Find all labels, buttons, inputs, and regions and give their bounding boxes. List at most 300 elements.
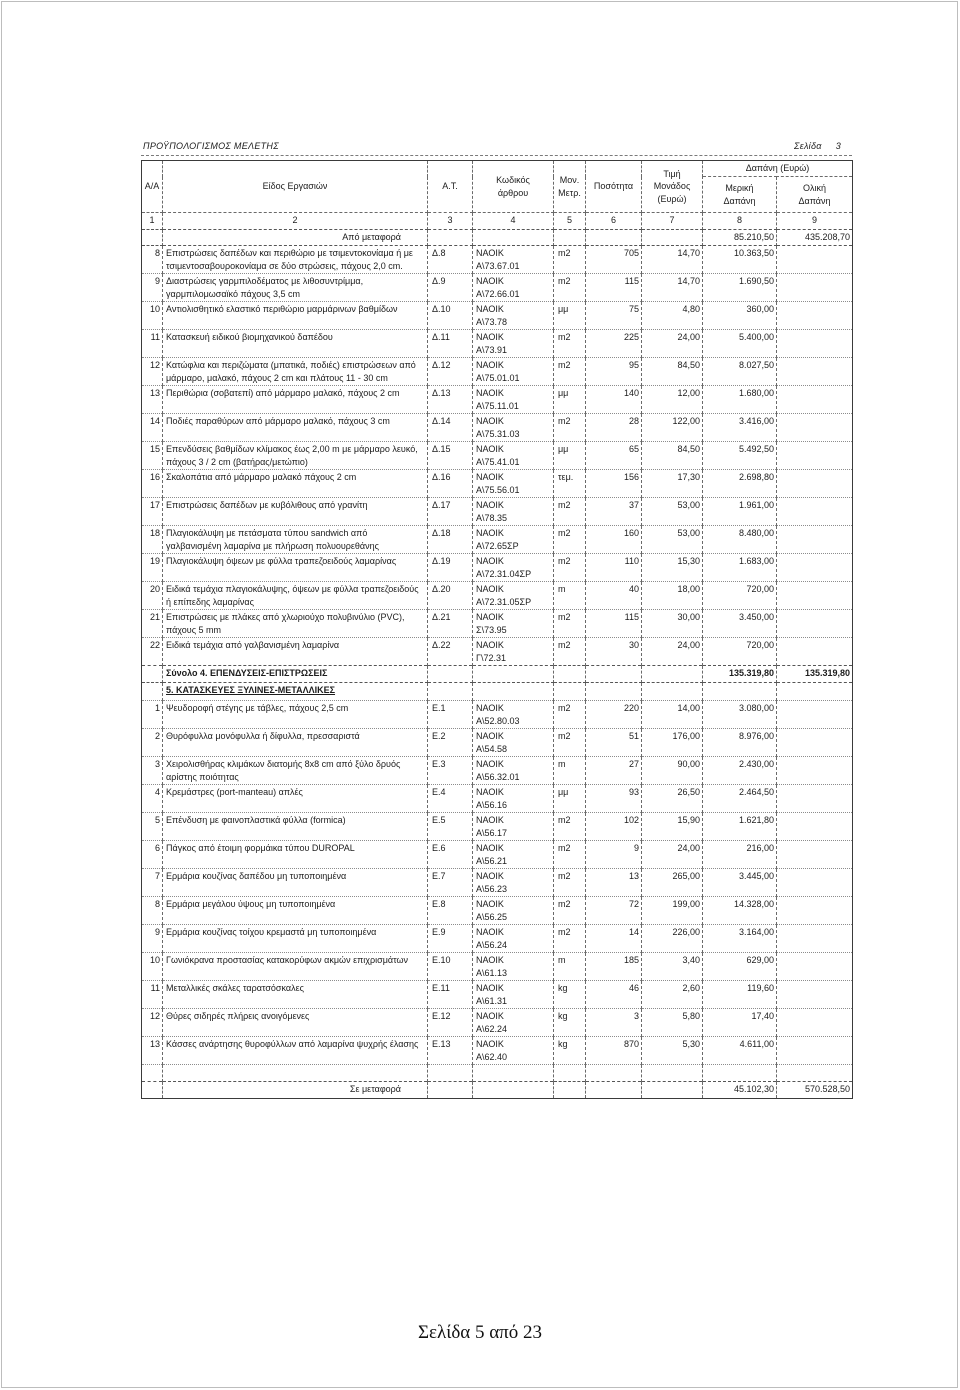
item-number: 14: [142, 414, 163, 442]
section-4-rows: [142, 246, 853, 666]
code-source: ΝΑΟΙΚ: [476, 248, 504, 258]
code-number: Α\62.40: [476, 1051, 508, 1062]
table-row: [142, 414, 853, 442]
item-unit: m2: [554, 358, 586, 386]
page-reference: [794, 141, 841, 151]
item-partial-cost: 8.027,50: [703, 358, 777, 386]
item-unit-price: 5,80: [642, 1009, 703, 1037]
item-total-cost: [777, 813, 853, 841]
table-row: [142, 1009, 853, 1037]
code-source: ΝΑΟΙΚ: [476, 759, 504, 769]
item-at-code: Δ.19: [428, 554, 473, 582]
empty-cell: [142, 683, 163, 701]
item-total-cost: [777, 358, 853, 386]
section-4-total-partial: 135.319,80: [703, 666, 777, 683]
item-article-code: [473, 386, 554, 414]
code-source: ΝΑΟΙΚ: [476, 416, 504, 426]
item-total-cost: [777, 925, 853, 953]
item-unit: μμ: [554, 442, 586, 470]
item-quantity: 185: [586, 953, 642, 981]
item-quantity: 156: [586, 470, 642, 498]
item-at-code: Δ.13: [428, 386, 473, 414]
item-partial-cost: 1.621,80: [703, 813, 777, 841]
item-number: 9: [142, 274, 163, 302]
section-4-total-row: [142, 666, 853, 683]
item-unit-price: 84,50: [642, 358, 703, 386]
item-description: Θύρες σιδηρές πλήρεις ανοιγόμενες: [163, 1009, 428, 1037]
item-unit: m: [554, 582, 586, 610]
item-partial-cost: 3.416,00: [703, 414, 777, 442]
item-number: 11: [142, 981, 163, 1009]
code-number: Α\78.35: [476, 512, 508, 523]
item-number: 9: [142, 925, 163, 953]
item-partial-cost: 8.480,00: [703, 526, 777, 554]
item-number: 16: [142, 470, 163, 498]
item-description: Ποδιές παραθύρων από μάρμαρο μαλακό, πάχους 3 cm: [163, 414, 428, 442]
item-at-code: Δ.16: [428, 470, 473, 498]
table-row: [142, 526, 853, 554]
item-article-code: [473, 813, 554, 841]
item-total-cost: [777, 1009, 853, 1037]
item-total-cost: [777, 582, 853, 610]
item-quantity: 102: [586, 813, 642, 841]
column-numbers-row: [142, 213, 853, 230]
item-quantity: 115: [586, 274, 642, 302]
item-description: Μεταλλικές σκάλες ταρατσόσκαλες: [163, 981, 428, 1009]
item-unit-price: 176,00: [642, 729, 703, 757]
code-number: Α\56.16: [476, 799, 508, 810]
item-quantity: 13: [586, 869, 642, 897]
item-partial-cost: 1.961,00: [703, 498, 777, 526]
empty-cell: [473, 230, 554, 246]
code-number: Α\72.65ΣΡ: [476, 540, 519, 551]
item-quantity: 110: [586, 554, 642, 582]
code-source: ΝΑΟΙΚ: [476, 1011, 504, 1021]
column-number: 6: [586, 213, 642, 230]
item-total-cost: [777, 470, 853, 498]
column-number: 9: [777, 213, 853, 230]
item-total-cost: [777, 757, 853, 785]
code-number: Α\54.58: [476, 743, 508, 754]
code-source: ΝΑΟΙΚ: [476, 388, 504, 398]
item-at-code: Δ.22: [428, 638, 473, 666]
code-number: Α\56.21: [476, 855, 508, 866]
column-number: 5: [554, 213, 586, 230]
table-row: [142, 638, 853, 666]
code-number: Α\75.41.01: [476, 456, 520, 467]
item-unit-price: 90,00: [642, 757, 703, 785]
column-header-aa: Α/Α: [142, 161, 163, 213]
cost-estimate-table: [141, 160, 853, 1099]
item-description: Σκαλοπάτια από μάρμαρο μαλακό πάχους 2 cm: [163, 470, 428, 498]
code-number: Α\62.24: [476, 1023, 508, 1034]
item-partial-cost: 119,60: [703, 981, 777, 1009]
carry-in-partial: 85.210,50: [703, 230, 777, 246]
item-description: Θυρόφυλλα μονόφυλλα ή δίφυλλα, πρεσσαριστά: [163, 729, 428, 757]
item-number: 18: [142, 526, 163, 554]
table-row: [142, 729, 853, 757]
code-number: Α\72.66.01: [476, 288, 520, 299]
item-unit-price: 265,00: [642, 869, 703, 897]
item-article-code: [473, 610, 554, 638]
code-source: ΝΑΟΙΚ: [476, 528, 504, 538]
item-at-code: Ε.3: [428, 757, 473, 785]
item-quantity: 37: [586, 498, 642, 526]
code-number: Α\56.23: [476, 883, 508, 894]
item-article-code: [473, 729, 554, 757]
code-source: ΝΑΟΙΚ: [476, 787, 504, 797]
item-unit: m2: [554, 638, 586, 666]
item-description: Επένδυση με φαινοπλαστικά φύλλα (formica): [163, 813, 428, 841]
item-unit: m2: [554, 701, 586, 729]
column-header-partial-cost: Μερική Δαπάνη: [703, 177, 777, 213]
item-unit: kg: [554, 1037, 586, 1065]
item-partial-cost: 3.164,00: [703, 925, 777, 953]
item-article-code: [473, 498, 554, 526]
table-header: [142, 161, 853, 213]
empty-cell: [642, 666, 703, 683]
item-quantity: 160: [586, 526, 642, 554]
item-description: Ειδικά τεμάχια πλαγιοκάλυψης, όψεων με φύλλα τραπεζοειδούς ή επίπεδης λαμαρίνας: [163, 582, 428, 610]
table-row: [142, 841, 853, 869]
item-total-cost: [777, 386, 853, 414]
item-unit-price: 14,70: [642, 274, 703, 302]
empty-cell: [554, 1082, 586, 1099]
item-number: 8: [142, 897, 163, 925]
item-unit: μμ: [554, 386, 586, 414]
item-quantity: 65: [586, 442, 642, 470]
item-unit: m2: [554, 498, 586, 526]
code-source: ΝΑΟΙΚ: [476, 612, 504, 622]
item-unit-price: 15,30: [642, 554, 703, 582]
item-at-code: Δ.12: [428, 358, 473, 386]
item-quantity: 95: [586, 358, 642, 386]
empty-cell: [473, 666, 554, 683]
code-source: ΝΑΟΙΚ: [476, 955, 504, 965]
table-row: [142, 358, 853, 386]
item-partial-cost: 14.328,00: [703, 897, 777, 925]
item-quantity: 40: [586, 582, 642, 610]
item-unit: m2: [554, 897, 586, 925]
item-unit: m: [554, 757, 586, 785]
item-description: Κρεμάστρες (port-manteau) απλές: [163, 785, 428, 813]
item-total-cost: [777, 414, 853, 442]
item-at-code: Ε.2: [428, 729, 473, 757]
item-total-cost: [777, 785, 853, 813]
empty-cell: [428, 666, 473, 683]
table-row: [142, 869, 853, 897]
code-number: Α\56.17: [476, 827, 508, 838]
item-article-code: [473, 526, 554, 554]
table-row: [142, 470, 853, 498]
item-description: Επενδύσεις βαθμίδων κλίμακος έως 2,00 m με μάρμαρο λευκό, πάχους 3 / 2 cm (βατήρας/μετώπιο): [163, 442, 428, 470]
item-unit: m2: [554, 869, 586, 897]
item-article-code: [473, 841, 554, 869]
item-unit-price: 30,00: [642, 610, 703, 638]
item-description: Διαστρώσεις γαρμπιλοδέματος με λιθοσυντρίμμα, γαρμπιλομωσαϊκό πάχους 3,5 cm: [163, 274, 428, 302]
item-number: 7: [142, 869, 163, 897]
item-number: 4: [142, 785, 163, 813]
item-unit-price: 17,30: [642, 470, 703, 498]
item-unit: μμ: [554, 302, 586, 330]
item-at-code: Δ.9: [428, 274, 473, 302]
column-number: 3: [428, 213, 473, 230]
item-quantity: 27: [586, 757, 642, 785]
item-at-code: Δ.11: [428, 330, 473, 358]
item-unit: m2: [554, 554, 586, 582]
code-source: ΝΑΟΙΚ: [476, 983, 504, 993]
section-4-total-total: 135.319,80: [777, 666, 853, 683]
item-partial-cost: 629,00: [703, 953, 777, 981]
item-unit-price: 12,00: [642, 386, 703, 414]
table-row: [142, 274, 853, 302]
item-article-code: [473, 981, 554, 1009]
item-at-code: Ε.9: [428, 925, 473, 953]
empty-cell: [586, 230, 642, 246]
item-description: Επιστρώσεις με πλάκες από χλωριούχο πολυβινύλιο (PVC), πάχους 5 mm: [163, 610, 428, 638]
item-description: Γωνιόκρανα προστασίας κατακορύφων ακμών επιχρισμάτων: [163, 953, 428, 981]
item-total-cost: [777, 981, 853, 1009]
item-total-cost: [777, 498, 853, 526]
empty-cell: [428, 683, 473, 701]
item-partial-cost: 1.680,00: [703, 386, 777, 414]
empty-cell: [586, 683, 642, 701]
item-total-cost: [777, 302, 853, 330]
section-5-header-row: [142, 683, 853, 701]
item-description: Ειδικά τεμάχια από γαλβανισμένη λαμαρίνα: [163, 638, 428, 666]
item-quantity: 46: [586, 981, 642, 1009]
item-total-cost: [777, 274, 853, 302]
code-source: ΝΑΟΙΚ: [476, 703, 504, 713]
empty-cell: [586, 1082, 642, 1099]
empty-cell: [142, 666, 163, 683]
item-at-code: Ε.1: [428, 701, 473, 729]
code-number: Α\75.56.01: [476, 484, 520, 495]
item-description: Περιθώρια (σοβατεπί) από μάρμαρο μαλακό, πάχους 2 cm: [163, 386, 428, 414]
item-partial-cost: 5.400,00: [703, 330, 777, 358]
table-row: [142, 442, 853, 470]
item-quantity: 3: [586, 1009, 642, 1037]
item-article-code: [473, 330, 554, 358]
item-article-code: [473, 638, 554, 666]
code-number: Α\73.67.01: [476, 260, 520, 271]
item-article-code: [473, 246, 554, 274]
column-number: 2: [163, 213, 428, 230]
page-reference-number: 3: [835, 141, 842, 151]
item-article-code: [473, 358, 554, 386]
item-unit-price: 84,50: [642, 442, 703, 470]
carry-in-row: [142, 230, 853, 246]
item-quantity: 115: [586, 610, 642, 638]
code-source: ΝΑΟΙΚ: [476, 899, 504, 909]
item-quantity: 140: [586, 386, 642, 414]
item-at-code: Ε.10: [428, 953, 473, 981]
empty-cell: [642, 1082, 703, 1099]
item-article-code: [473, 470, 554, 498]
item-partial-cost: 1.683,00: [703, 554, 777, 582]
item-partial-cost: 360,00: [703, 302, 777, 330]
item-description: Ερμάρια μεγάλου ύψους μη τυποποιημένα: [163, 897, 428, 925]
page-reference-label: Σελίδα: [794, 141, 822, 151]
code-source: ΝΑΟΙΚ: [476, 871, 504, 881]
item-description: Κατώφλια και περιζώματα (μπατικά, ποδιές) επιστρώσεων από μάρμαρο, μαλακό, πάχους 2 cm και πλάτους 11 - 30 cm: [163, 358, 428, 386]
item-unit-price: 53,00: [642, 498, 703, 526]
item-description: Πλαγιοκάλυψη με πετάσματα τύπου sandwich από γαλβανισμένη λαμαρίνα με πλήρωση πολυουρεθάνης: [163, 526, 428, 554]
item-total-cost: [777, 1037, 853, 1065]
item-article-code: [473, 869, 554, 897]
item-description: Πάγκος από έτοιμη φορμάικα τύπου DUROPAL: [163, 841, 428, 869]
item-total-cost: [777, 526, 853, 554]
item-article-code: [473, 414, 554, 442]
item-description: Πλαγιοκάλυψη όψεων με φύλλα τραπεζοειδούς λαμαρίνας: [163, 554, 428, 582]
item-total-cost: [777, 729, 853, 757]
item-article-code: [473, 582, 554, 610]
empty-cell: [554, 666, 586, 683]
item-number: 21: [142, 610, 163, 638]
item-number: 10: [142, 302, 163, 330]
item-description: Επιστρώσεις δαπέδων με κυβόλιθους από γρανίτη: [163, 498, 428, 526]
item-unit: m2: [554, 813, 586, 841]
column-header-cost: Δαπάνη (Ευρώ): [703, 161, 853, 177]
empty-cell: [586, 666, 642, 683]
table-row: [142, 1037, 853, 1065]
item-article-code: [473, 274, 554, 302]
code-source: ΝΑΟΙΚ: [476, 1039, 504, 1049]
column-header-article-code: Κωδικός άρθρου: [473, 161, 554, 213]
item-unit: m2: [554, 414, 586, 442]
item-at-code: Δ.14: [428, 414, 473, 442]
code-source: ΝΑΟΙΚ: [476, 472, 504, 482]
item-unit: kg: [554, 981, 586, 1009]
item-partial-cost: 4.611,00: [703, 1037, 777, 1065]
item-quantity: 72: [586, 897, 642, 925]
item-unit-price: 24,00: [642, 330, 703, 358]
item-total-cost: [777, 246, 853, 274]
item-partial-cost: 2.464,50: [703, 785, 777, 813]
column-header-unit-price: Τιμή Μονάδος (Ευρώ): [642, 161, 703, 213]
code-number: Α\61.31: [476, 995, 508, 1006]
spacer-row: [142, 1065, 853, 1082]
item-quantity: 220: [586, 701, 642, 729]
carry-out-row: [142, 1082, 853, 1099]
item-quantity: 51: [586, 729, 642, 757]
item-partial-cost: 720,00: [703, 582, 777, 610]
item-unit-price: 18,00: [642, 582, 703, 610]
code-source: ΝΑΟΙΚ: [476, 731, 504, 741]
item-unit: m2: [554, 841, 586, 869]
item-at-code: Δ.20: [428, 582, 473, 610]
item-description: Χειρολισθήρας κλιμάκων διατομής 8x8 cm από ξύλο δρυός αρίστης ποιότητας: [163, 757, 428, 785]
item-unit: m: [554, 953, 586, 981]
column-header-quantity: Ποσότητα: [586, 161, 642, 213]
item-unit-price: 226,00: [642, 925, 703, 953]
item-number: 13: [142, 1037, 163, 1065]
item-number: 20: [142, 582, 163, 610]
code-source: ΝΑΟΙΚ: [476, 276, 504, 286]
item-unit: m2: [554, 526, 586, 554]
item-unit: kg: [554, 1009, 586, 1037]
code-source: ΝΑΟΙΚ: [476, 360, 504, 370]
item-article-code: [473, 442, 554, 470]
item-unit-price: 53,00: [642, 526, 703, 554]
item-total-cost: [777, 610, 853, 638]
item-number: 22: [142, 638, 163, 666]
table-row: [142, 610, 853, 638]
item-quantity: 705: [586, 246, 642, 274]
code-number: Α\75.01.01: [476, 372, 520, 383]
section-5-rows: [142, 701, 853, 1065]
code-number: Α\56.32.01: [476, 771, 520, 782]
item-partial-cost: 3.450,00: [703, 610, 777, 638]
carry-out-partial: 45.102,30: [703, 1082, 777, 1099]
item-number: 10: [142, 953, 163, 981]
item-partial-cost: 5.492,50: [703, 442, 777, 470]
code-number: Γ\72.31: [476, 652, 506, 663]
header-divider: [141, 155, 852, 156]
empty-cell: [642, 683, 703, 701]
document-title: ΠΡΟΫΠΟΛΟΓΙΣΜΟΣ ΜΕΛΕΤΗΣ: [143, 141, 279, 151]
item-number: 12: [142, 358, 163, 386]
table-row: [142, 757, 853, 785]
item-unit: m2: [554, 610, 586, 638]
table-row: [142, 701, 853, 729]
item-number: 3: [142, 757, 163, 785]
item-description: Ερμάρια κουζίνας τοίχου κρεμαστά μη τυποποιημένα: [163, 925, 428, 953]
empty-cell: [703, 683, 777, 701]
item-article-code: [473, 925, 554, 953]
item-unit-price: 199,00: [642, 897, 703, 925]
item-number: 2: [142, 729, 163, 757]
item-article-code: [473, 953, 554, 981]
code-number: Α\72.31.04ΣΡ: [476, 568, 532, 579]
item-unit-price: 122,00: [642, 414, 703, 442]
item-partial-cost: 1.690,50: [703, 274, 777, 302]
table-row: [142, 302, 853, 330]
item-partial-cost: 2.430,00: [703, 757, 777, 785]
code-number: Α\73.78: [476, 316, 508, 327]
item-description: Κατασκευή ειδικού βιομηχανικού δαπέδου: [163, 330, 428, 358]
item-description: Αντιολισθητικό ελαστικό περιθώριο μαρμάρινων βαθμίδων: [163, 302, 428, 330]
code-source: ΝΑΟΙΚ: [476, 304, 504, 314]
column-header-description: Είδος Εργασιών: [163, 161, 428, 213]
item-quantity: 225: [586, 330, 642, 358]
empty-cell: [428, 230, 473, 246]
item-at-code: Ε.4: [428, 785, 473, 813]
table-row: [142, 246, 853, 274]
table-row: [142, 953, 853, 981]
item-article-code: [473, 1009, 554, 1037]
code-number: Α\56.24: [476, 939, 508, 950]
item-number: 13: [142, 386, 163, 414]
item-total-cost: [777, 554, 853, 582]
item-number: 12: [142, 1009, 163, 1037]
code-source: ΝΑΟΙΚ: [476, 500, 504, 510]
empty-cell: [142, 230, 163, 246]
empty-cell: [554, 230, 586, 246]
item-description: Ερμάρια κουζίνας δαπέδου μη τυποποιημένα: [163, 869, 428, 897]
column-header-unit: Μον. Μετρ.: [554, 161, 586, 213]
item-quantity: 93: [586, 785, 642, 813]
page-footer: Σελίδα 5 από 23: [417, 1322, 543, 1343]
item-unit-price: 3,40: [642, 953, 703, 981]
table-row: [142, 785, 853, 813]
item-partial-cost: 2.698,80: [703, 470, 777, 498]
item-unit: m2: [554, 246, 586, 274]
carry-out-label: Σε μεταφορά: [163, 1082, 428, 1099]
code-number: Α\73.91: [476, 344, 508, 355]
table-row: [142, 813, 853, 841]
item-total-cost: [777, 638, 853, 666]
